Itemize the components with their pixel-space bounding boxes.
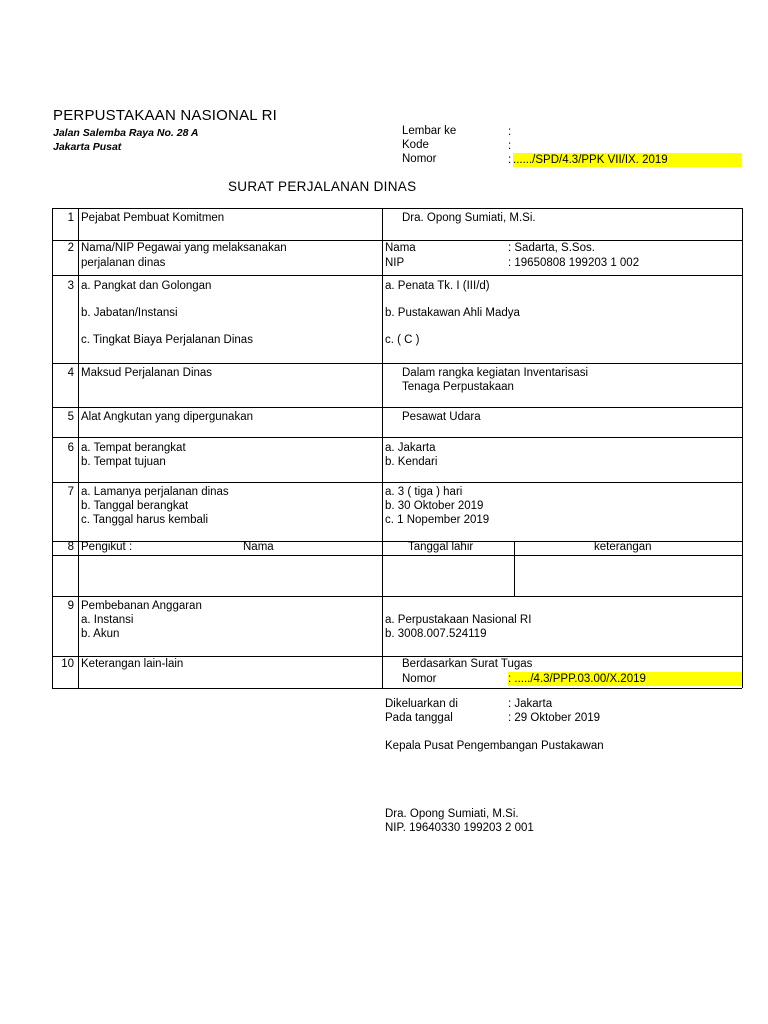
row-value: b. 3008.007.524119 xyxy=(385,628,487,640)
table-divider-pengikut xyxy=(514,541,515,596)
row-label: c. Tingkat Biaya Perjalanan Dinas xyxy=(81,334,253,346)
row-number: 9 xyxy=(67,600,74,612)
field-key: Nomor xyxy=(402,673,437,685)
column-header-tanggal-lahir: Tanggal lahir xyxy=(408,541,474,553)
meta-label-nomor: Nomor xyxy=(402,153,437,165)
surat-tugas-number: : ...../4.3/PPP.03.00/X.2019 xyxy=(508,672,742,686)
table-divider-value xyxy=(382,208,383,688)
row-label: a. Tempat berangkat xyxy=(81,442,186,454)
row-line xyxy=(52,555,742,556)
row-line xyxy=(52,363,742,364)
meta-colon-nomor: : xyxy=(508,154,512,166)
meta-label-lembar: Lembar ke xyxy=(402,125,457,137)
issued-label: Dikeluarkan di xyxy=(385,698,458,710)
row-label: b. Tempat tujuan xyxy=(81,456,166,468)
row-label: b. Tanggal berangkat xyxy=(81,500,189,512)
table-divider-number xyxy=(78,208,79,688)
signer-position: Kepala Pusat Pengembangan Pustakawan xyxy=(385,740,604,752)
signer-nip: NIP. 19640330 199203 2 001 xyxy=(385,822,534,834)
row-line xyxy=(52,407,742,408)
row-value: Tenaga Perpustakaan xyxy=(402,381,514,393)
column-header-nama: Nama xyxy=(243,541,274,553)
date-value: : 29 Oktober 2019 xyxy=(508,712,601,724)
row-label: c. Tanggal harus kembali xyxy=(81,514,208,526)
row-line xyxy=(52,208,742,209)
row-value: a. Perpustakaan Nasional RI xyxy=(385,614,532,626)
date-label: Pada tanggal xyxy=(385,712,453,724)
row-label: b. Akun xyxy=(81,628,120,640)
row-value: Pesawat Udara xyxy=(402,411,481,423)
row-number: 6 xyxy=(67,442,74,454)
row-number: 10 xyxy=(61,658,74,670)
row-line xyxy=(52,656,742,657)
row-label: b. Jabatan/Instansi xyxy=(81,307,178,319)
row-number: 1 xyxy=(67,212,74,224)
field-value: : Sadarta, S.Sos. xyxy=(508,242,595,254)
row-line xyxy=(52,240,742,241)
address-line-2: Jakarta Pusat xyxy=(53,141,122,153)
column-header-keterangan: keterangan xyxy=(594,541,652,553)
row-number: 4 xyxy=(67,367,74,379)
row-label: a. Pangkat dan Golongan xyxy=(81,280,212,292)
row-label: Nama/NIP Pegawai yang melaksanakan xyxy=(81,242,287,254)
row-label: Pembebanan Anggaran xyxy=(81,600,202,612)
address-line-1: Jalan Salemba Raya No. 28 A xyxy=(53,127,199,139)
row-value: a. Jakarta xyxy=(385,442,436,454)
row-label: Maksud Perjalanan Dinas xyxy=(81,367,213,379)
meta-value-nomor: ....../SPD/4.3/PPK VII/IX. 2019 xyxy=(513,153,742,167)
row-number: 2 xyxy=(67,242,74,254)
row-label: a. Lamanya perjalanan dinas xyxy=(81,486,229,498)
field-key: NIP xyxy=(385,257,405,269)
row-line xyxy=(52,596,742,597)
field-key: Nama xyxy=(385,242,416,254)
row-number: 3 xyxy=(67,280,74,292)
issued-value: : Jakarta xyxy=(508,698,553,710)
row-value: c. ( C ) xyxy=(385,334,420,346)
row-number: 7 xyxy=(67,486,74,498)
row-line xyxy=(52,437,742,438)
table-border-bottom xyxy=(52,688,742,689)
row-label: Pengikut : xyxy=(81,541,133,553)
row-value: Dalam rangka kegiatan Inventarisasi xyxy=(402,367,589,379)
row-value: Berdasarkan Surat Tugas xyxy=(402,658,533,670)
meta-colon-lembar: : xyxy=(508,126,512,138)
row-value: b. Pustakawan Ahli Madya xyxy=(385,307,520,319)
row-value: c. 1 Nopember 2019 xyxy=(385,514,490,526)
row-label: Alat Angkutan yang dipergunakan xyxy=(81,411,253,423)
meta-colon-kode: : xyxy=(508,140,512,152)
row-label: perjalanan dinas xyxy=(81,257,166,269)
row-number: 5 xyxy=(67,411,74,423)
meta-label-kode: Kode xyxy=(402,139,429,151)
row-label: a. Instansi xyxy=(81,614,134,626)
field-value: : 19650808 199203 1 002 xyxy=(508,257,640,269)
row-label: Pejabat Pembuat Komitmen xyxy=(81,212,225,224)
row-value: a. 3 ( tiga ) hari xyxy=(385,486,463,498)
row-line xyxy=(52,482,742,483)
row-value: b. Kendari xyxy=(385,456,438,468)
signer-name: Dra. Opong Sumiati, M.Si. xyxy=(385,808,519,820)
table-border-right xyxy=(742,208,743,688)
org-name: PERPUSTAKAAN NASIONAL RI xyxy=(53,107,278,124)
row-value: a. Penata Tk. I (III/d) xyxy=(385,280,490,292)
row-value: Dra. Opong Sumiati, M.Si. xyxy=(402,212,536,224)
row-number: 8 xyxy=(67,541,74,553)
row-line xyxy=(52,275,742,276)
document-title: SURAT PERJALANAN DINAS xyxy=(228,179,417,194)
row-label: Keterangan lain-lain xyxy=(81,658,184,670)
row-value: b. 30 Oktober 2019 xyxy=(385,500,484,512)
